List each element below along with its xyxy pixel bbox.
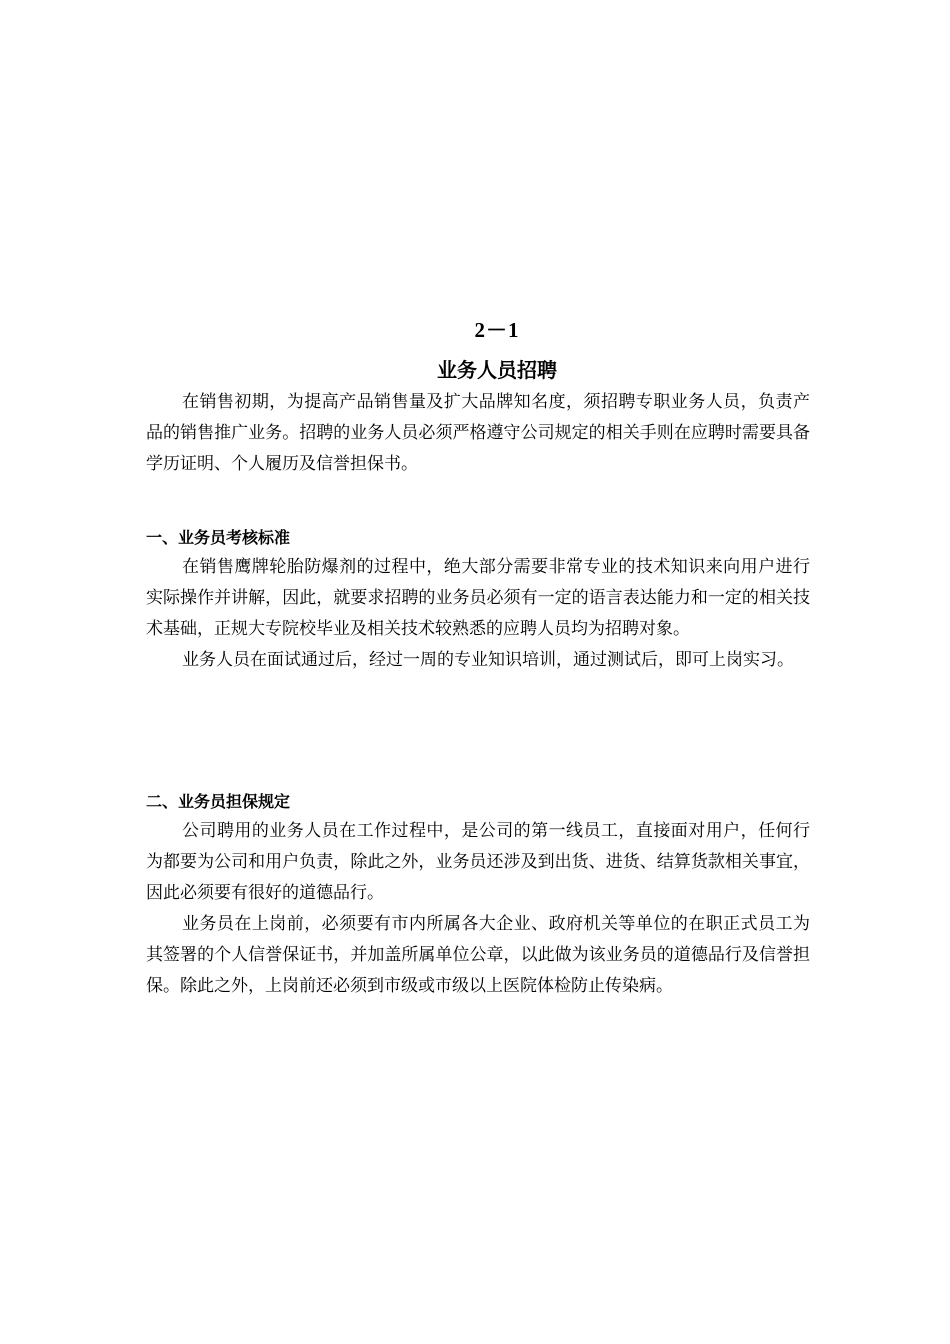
paragraph: 公司聘用的业务人员在工作过程中，是公司的第一线员工，直接面对用户，任何行为都要为公司和用户负责，除此之外，业务员还涉及到出货、进货、结算货款相关事宜，因此必须要有很好的道德品行。 [146,821,810,903]
paragraph: 在销售鹰牌轮胎防爆剂的过程中，绝大部分需要非常专业的技术知识来向用户进行实际操作并讲解，因此，就要求招聘的业务员必须有一定的语言表达能力和一定的相关技术基础，正规大专院校毕业及相关技术较熟悉的应聘人员均为招聘对象。 [146,557,810,639]
paragraph: 业务员在上岗前，必须要有市内所属各大企业、政府机关等单位的在职正式员工为其签署的个人信誉保证书，并加盖所属单位公章，以此做为该业务员的道德品行及信誉担保。除此之外，上岗前还必须到市级或市级以上医院体检防止传染病。 [146,914,810,996]
section-body-assessment [146,552,810,676]
intro-paragraph: 在销售初期，为提高产品销售量及扩大品牌知名度，须招聘专职业务人员，负责产品的销售推广业务。招聘的业务人员必须严格遵守公司规定的相关手则在应聘时需要具备学历证明、个人履历及信誉担保书。 [146,392,810,474]
page-title: 业务人员招聘 [437,358,557,382]
section-heading-assessment: 一、业务员考核标准 [146,528,291,547]
paragraph: 业务人员在面试通过后，经过一周的专业知识培训，通过测试后，即可上岗实习。 [182,650,794,670]
section-number: 2－1 [474,318,520,342]
section-heading-guarantee: 二、业务员担保规定 [146,792,291,811]
intro-block [146,387,810,480]
section-body-guarantee [146,816,810,1002]
